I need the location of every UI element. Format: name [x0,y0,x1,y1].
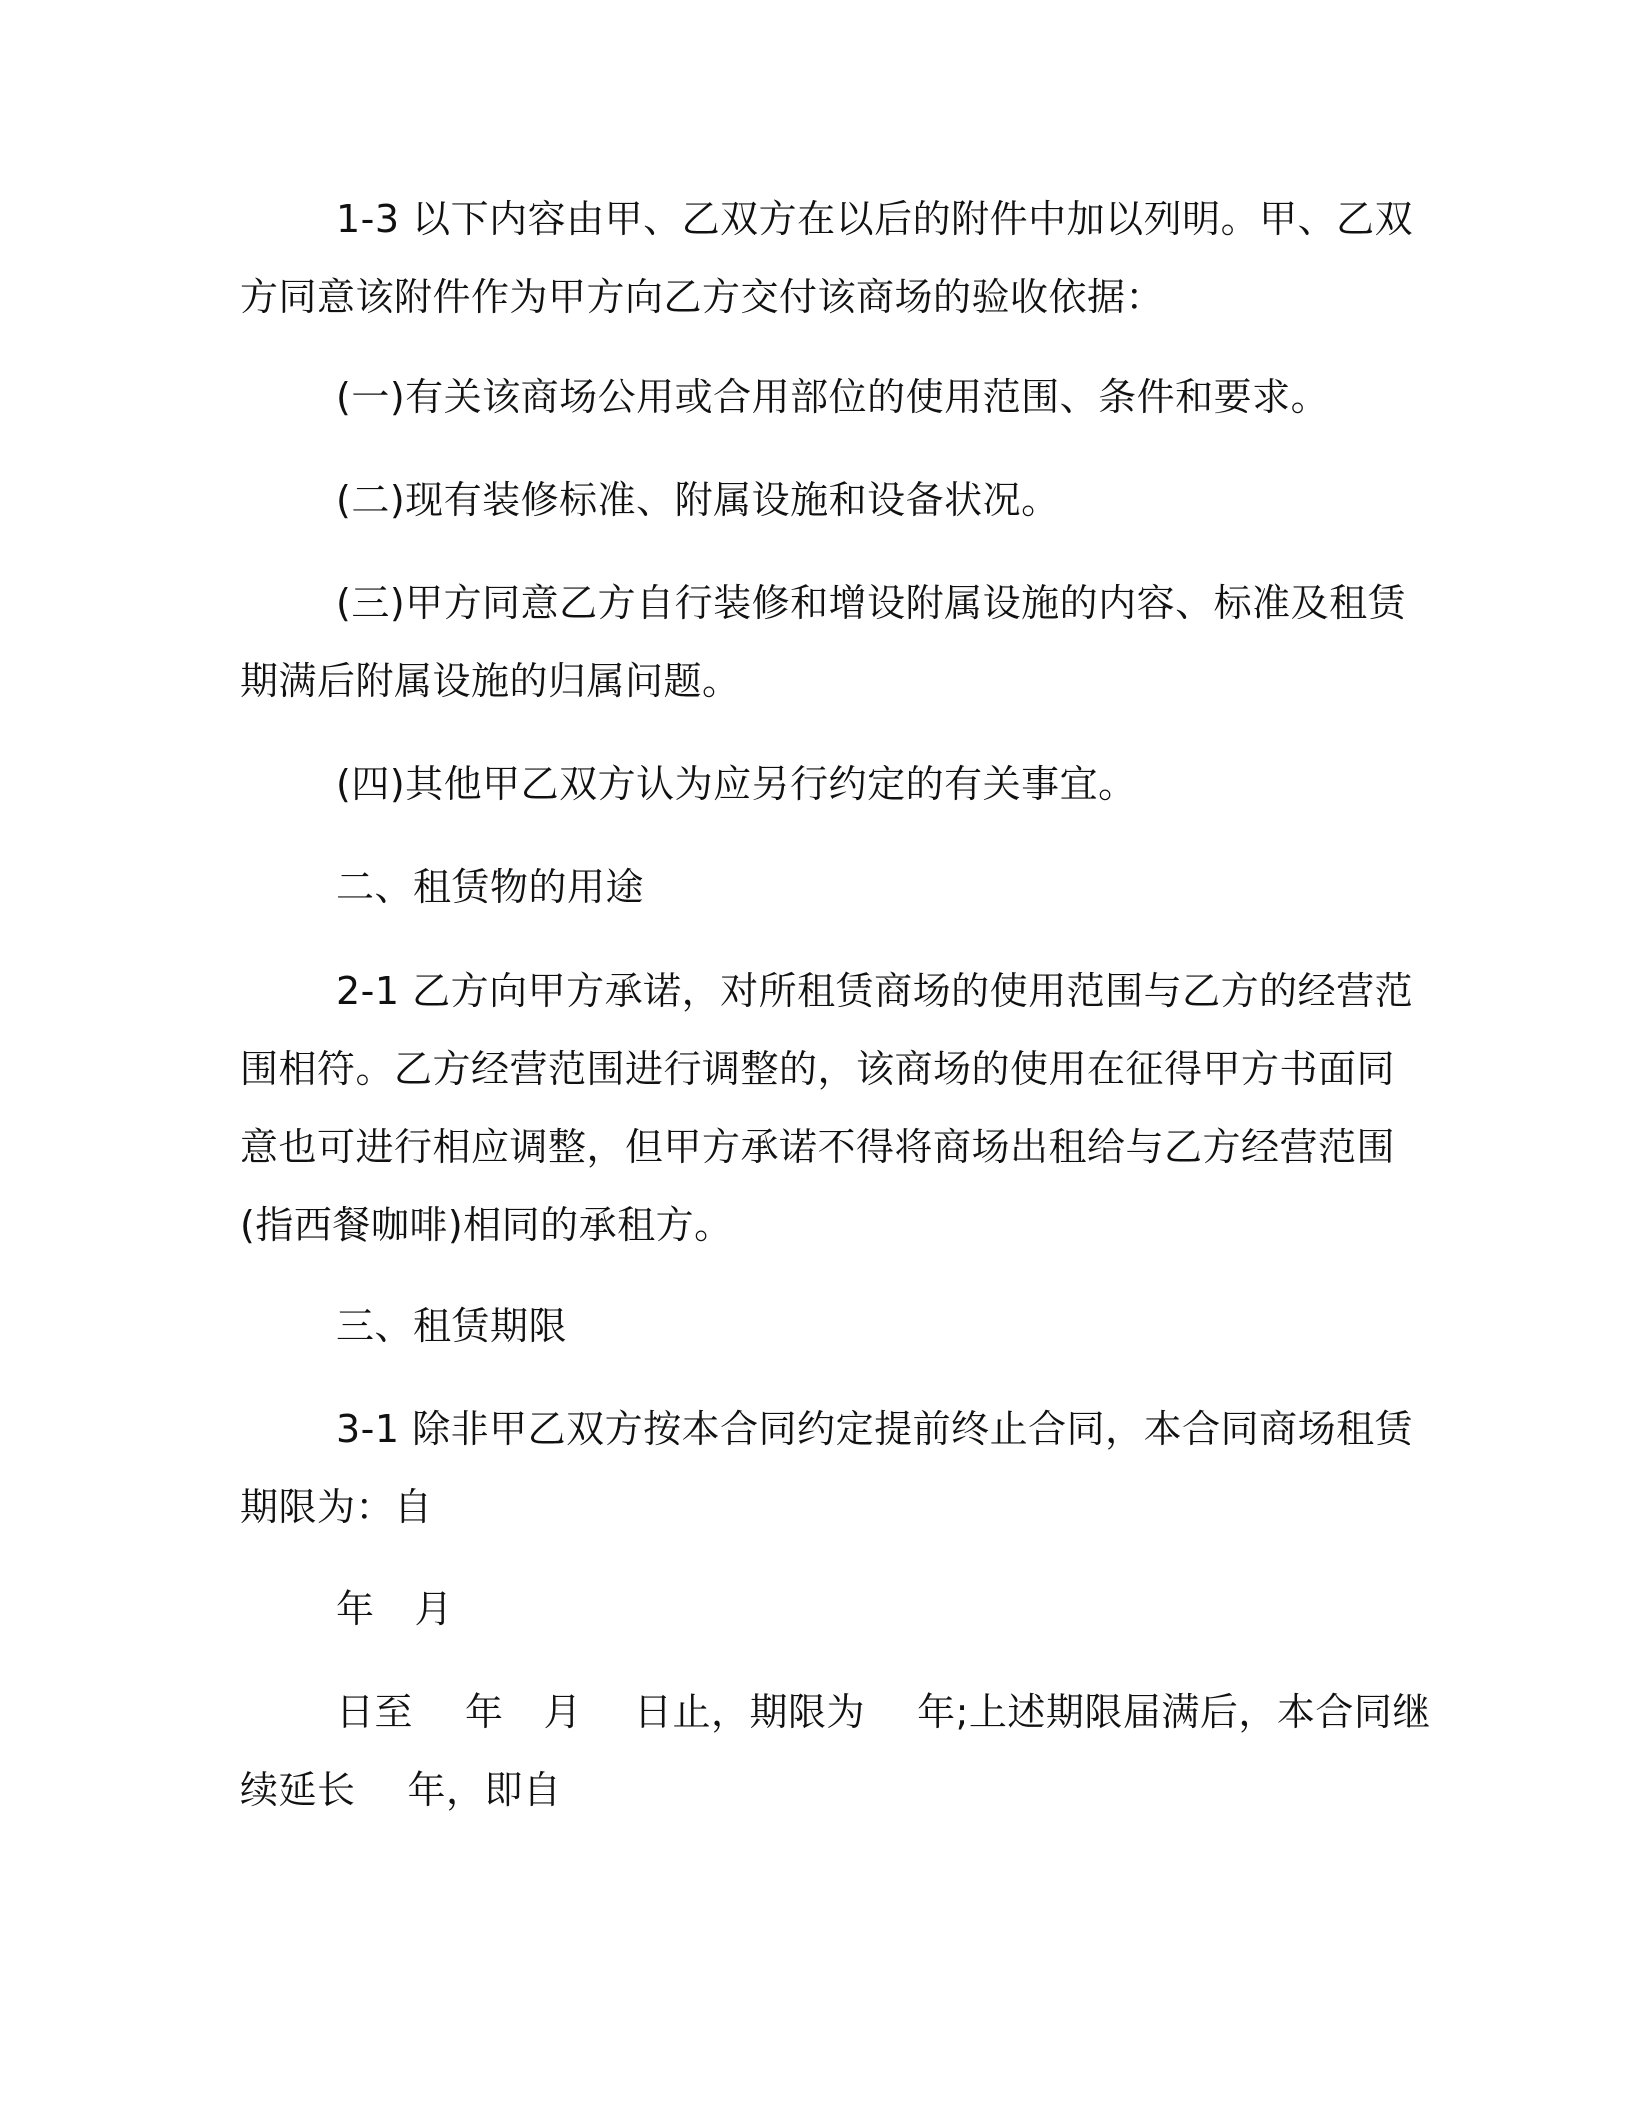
paragraph-line: 期限为：自 [240,1485,433,1529]
month-text: 月 [414,1587,454,1631]
text-fragment: 月 [543,1690,583,1734]
section-heading: 三、租赁期限 [336,1304,568,1348]
paragraph-item-3 [240,564,1407,720]
paragraph-3-1 [240,1390,1414,1546]
text-fragment: 年，即自 [407,1768,562,1812]
paragraph-line [240,1751,1380,1829]
paragraph-line: (三)甲方同意乙方自行装修和增设附属设施的内容、标准及租赁 [336,581,1407,625]
section-heading-3 [240,1287,1380,1365]
text-fragment: 年;上述期限届满后，本合同继 [917,1690,1431,1734]
paragraph-line: 意也可进行相应调整，但甲方承诺不得将商场出租给与乙方经营范围 [240,1125,1396,1169]
paragraph-item-1 [240,358,1380,436]
section-heading-2 [240,848,1380,926]
text-fragment: 日至 [336,1690,414,1734]
paragraph-line: 3-1 除非甲乙双方按本合同约定提前终止合同，本合同商场租赁 [336,1407,1414,1451]
paragraph-line: 期满后附属设施的归属问题。 [240,659,741,703]
paragraph-term-dates [240,1673,1431,1829]
paragraph-line: (二)现有装修标准、附属设施和设备状况。 [336,478,1060,522]
paragraph-line: (指西餐咖啡)相同的承租方。 [240,1203,733,1247]
paragraph-line: 围相符。乙方经营范围进行调整的，该商场的使用在征得甲方书面同 [240,1047,1396,1091]
paragraph-item-4 [240,745,1380,823]
paragraph-2-1 [240,952,1414,1264]
paragraph-line: 方同意该附件作为甲方向乙方交付该商场的验收依据： [240,275,1165,319]
text-fragment: 年 [465,1690,504,1734]
paragraph-line: (四)其他甲乙双方认为应另行约定的有关事宜。 [336,762,1137,806]
paragraph-1-3 [240,180,1414,336]
section-heading: 二、租赁物的用途 [336,865,645,909]
paragraph-date-blank [240,1570,1380,1648]
paragraph-line: 1-3 以下内容由甲、乙双方在以后的附件中加以列明。甲、乙双 [336,197,1414,241]
paragraph-line: (一)有关该商场公用或合用部位的使用范围、条件和要求。 [336,375,1330,419]
paragraph-item-2 [240,461,1380,539]
text-fragment: 续延长 [240,1768,356,1812]
paragraph-line [240,1673,1431,1751]
year-text: 年 [336,1587,375,1631]
paragraph-line [240,1570,1380,1648]
text-fragment: 日止，期限为 [634,1690,866,1734]
paragraph-line: 2-1 乙方向甲方承诺，对所租赁商场的使用范围与乙方的经营范 [336,969,1414,1013]
